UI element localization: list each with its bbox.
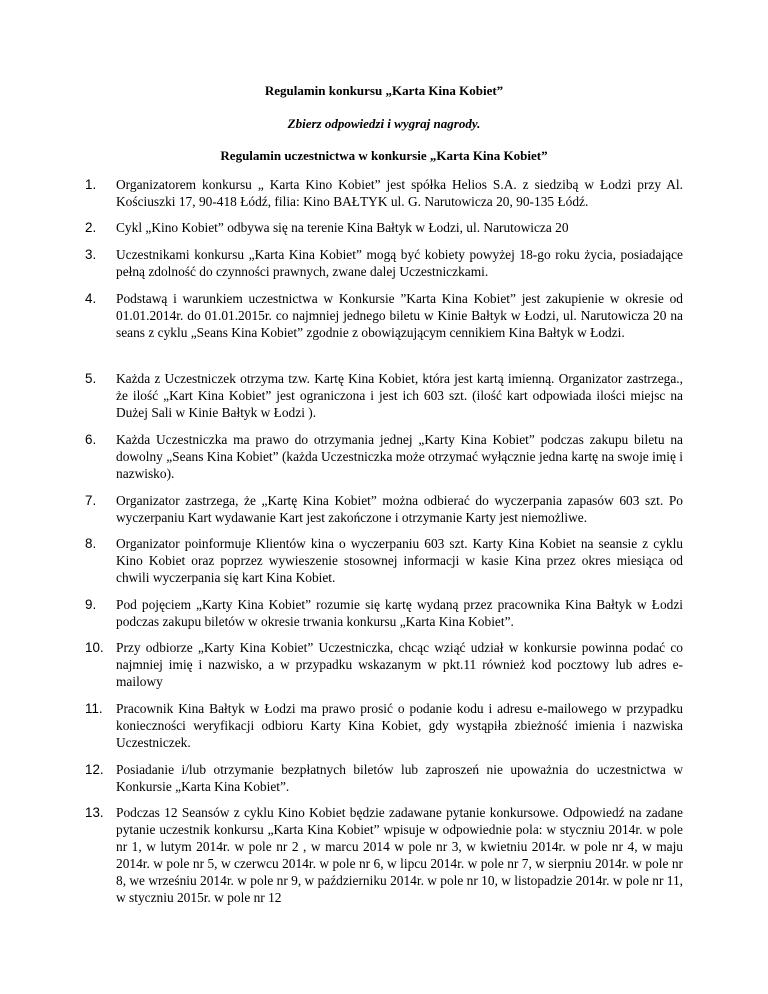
rule-item-5 xyxy=(85,370,683,421)
rule-text: Uczestnikami konkursu „Karta Kina Kobiet” mogą być kobiety powyżej 18-go roku życia, posiadające pełną zdolność do czynności prawnych, zwane dalej Uczestniczkami. xyxy=(116,247,683,279)
rule-item-1 xyxy=(85,176,683,210)
rule-item-6 xyxy=(85,431,683,482)
rule-text: Pod pojęciem „Karty Kina Kobiet” rozumie się kartę wydaną przez pracownika Kina Bałtyk w Łodzi podczas zakupu biletów w okresie trwania konkursu „Karta Kina Kobiet”. xyxy=(116,597,683,629)
rule-text: Posiadanie i/lub otrzymanie bezpłatnych biletów lub zaproszeń nie upoważnia do uczestnictwa w Konkursie „Karta Kina Kobiet”. xyxy=(116,762,683,794)
rule-text: Organizatorem konkursu „ Karta Kino Kobiet” jest spółka Helios S.A. z siedzibą w Łodzi przy Al. Kościuszki 17, 90-418 Łódź, filia: Kino BAŁTYK ul. G. Narutowicza 20, 90-135 Łódź. xyxy=(116,177,683,209)
rule-number: 10. xyxy=(85,640,104,655)
rule-text: Podczas 12 Seansów z cyklu Kino Kobiet będzie zadawane pytanie konkursowe. Odpowiedź na zadane pytanie uczestnik konkursu „Karta Kina Kobiet” wpisuje w odpowiednie pola: w styczniu 2014r. w pole nr 1, w lutym 2014r. w pole nr 2 , w marcu 2014 w pole nr 3, w kwietniu 2014r. w pole nr 4, w maju 2014r. w pole nr 5, w czerwcu 2014r. w pole nr 6, w lipcu 2014r. w pole nr 7, w sierpniu 2014r. w pole nr 8, we wrześniu 2014r. w pole nr 9, w październiku 2014r. w pole nr 10, w listopadzie 2014r. w pole nr 11, w styczniu 2015r. w pole nr 12 xyxy=(116,805,684,905)
rule-text: Każda Uczestniczka ma prawo do otrzymania jednej „Karty Kina Kobiet” podczas zakupu biletu na dowolny „Seans Kina Kobiet” (każda Uczestniczka może otrzymać wyłącznie jedna kartę na swoje imię i nazwisko). xyxy=(116,432,683,481)
rule-number: 6. xyxy=(85,432,97,447)
rule-text: Podstawą i warunkiem uczestnictwa w Konkursie ”Karta Kina Kobiet” jest zakupienie w okresie od 01.01.2014r. do 01.01.2015r. co najmniej jednego biletu w Kinie Bałtyk w Łodzi, ul. Narutowicza 20 na seans z cyklu „Seans Kina Kobiet” zgodnie z obowiązującym cennikiem Kina Bałtyk w Łodzi. xyxy=(116,291,683,340)
rule-text: Organizator poinformuje Klientów kina o wyczerpaniu 603 szt. Karty Kina Kobiet na seansie z cyklu Kino Kobiet oraz poprzez wywieszenie stosownej informacji w kasie Kina przez okres miesiąca od chwili wyczerpania się kart Kina Kobiet. xyxy=(116,536,683,585)
rule-item-8 xyxy=(85,535,683,586)
rule-text: Przy odbiorze „Karty Kina Kobiet” Uczestniczka, chcąc wziąć udział w konkursie powinna podać co najmniej imię i nazwisko, a w przypadku wskazanym w pkt.11 również kod pocztowy lub adres e-mailowy xyxy=(116,640,683,689)
document-subtitle: Zbierz odpowiedzi i wygraj nagrody. xyxy=(287,116,481,131)
rule-number: 4. xyxy=(85,291,97,306)
rule-text: Pracownik Kina Bałtyk w Łodzi ma prawo prosić o podanie kodu i adresu e-mailowego w przypadku konieczności weryfikacji odbioru Karty Kina Kobiet, gdy wystąpiła zbieżność imienia i nazwiska Uczestniczek. xyxy=(116,701,683,750)
rule-item-11 xyxy=(85,700,683,751)
rule-item-4 xyxy=(85,290,683,341)
rule-item-7 xyxy=(85,492,683,526)
rule-item-12 xyxy=(85,761,683,795)
rule-number: 1. xyxy=(85,177,97,192)
rule-item-9 xyxy=(85,596,683,630)
rule-item-13 xyxy=(85,804,683,906)
rule-number: 8. xyxy=(85,536,97,551)
rule-number: 7. xyxy=(85,493,97,508)
rule-number: 13. xyxy=(85,805,104,820)
rule-number: 12. xyxy=(85,762,104,777)
section-heading: Regulamin uczestnictwa w konkursie „Karta Kina Kobiet” xyxy=(220,148,548,163)
rule-text: Organizator zastrzega, że „Kartę Kina Kobiet” można odbierać do wyczerpania zapasów 603 szt. Po wyczerpaniu Kart wydawanie Kart jest zakończone i otrzymanie Karty jest niemożliwe. xyxy=(116,493,683,525)
rule-number: 9. xyxy=(85,597,97,612)
rule-item-2 xyxy=(85,219,683,236)
rule-text: Cykl „Kino Kobiet” odbywa się na terenie Kina Bałtyk w Łodzi, ul. Narutowicza 20 xyxy=(116,220,569,235)
document-title: Regulamin konkursu „Karta Kina Kobiet” xyxy=(264,83,504,98)
rule-number: 2. xyxy=(85,220,97,235)
rule-number: 11. xyxy=(85,701,103,716)
rule-number: 5. xyxy=(85,371,97,386)
rule-number: 3. xyxy=(85,247,97,262)
rule-item-3 xyxy=(85,246,683,280)
rule-text: Każda z Uczestniczek otrzyma tzw. Kartę Kina Kobiet, która jest kartą imienną. Organizator zastrzega., że ilość „Kart Kina Kobiet” jest ograniczona i jest ich 603 szt. (ilość kart odpowiada ilości miejsc na Dużej Sali w Kinie Bałtyk w Łodzi ). xyxy=(116,371,683,420)
rule-item-10 xyxy=(85,639,683,690)
